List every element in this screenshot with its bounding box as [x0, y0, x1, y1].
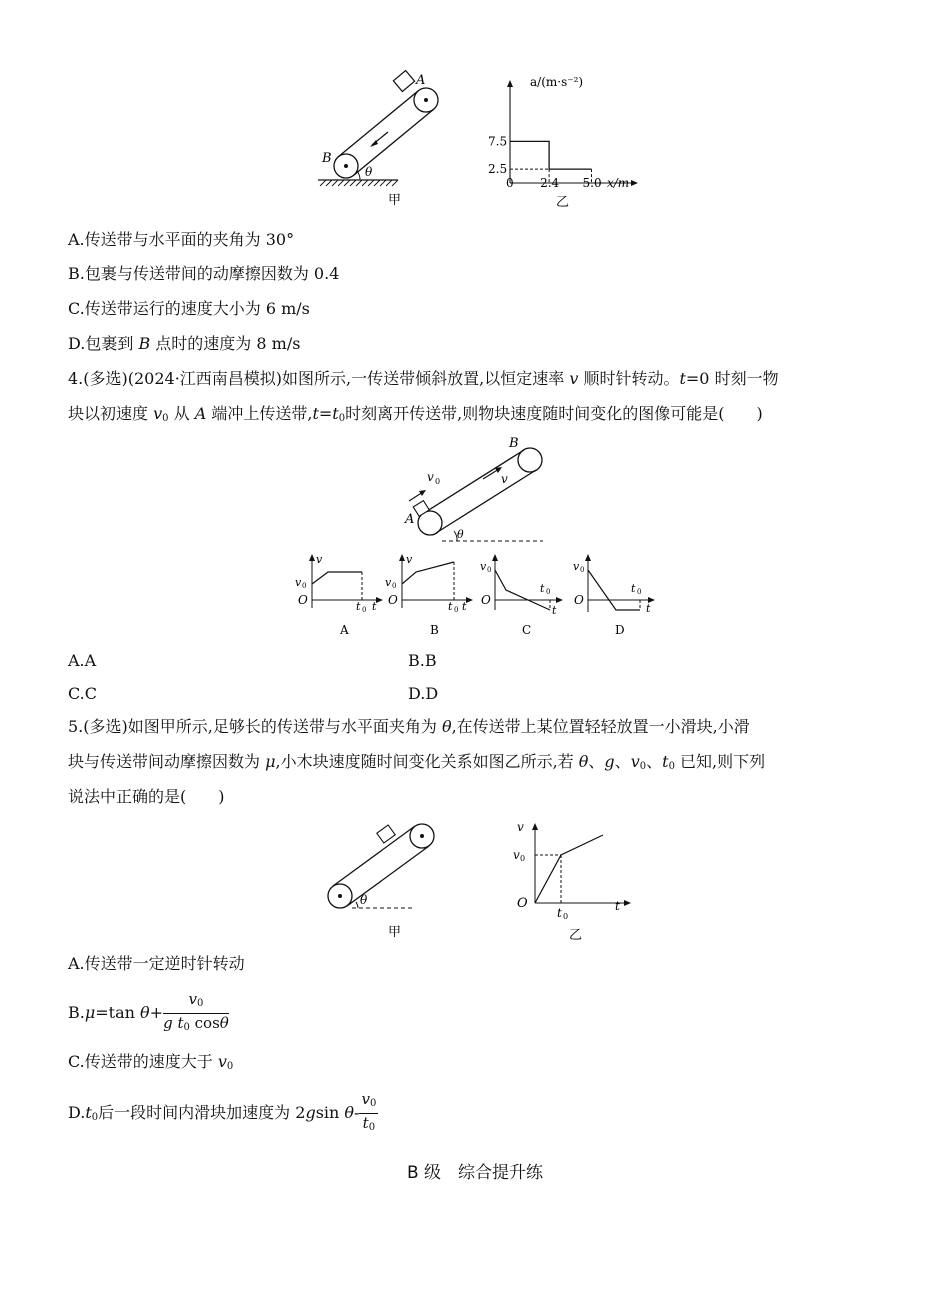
svg-text:甲: 甲: [388, 925, 402, 940]
svg-text:v: v: [480, 560, 487, 573]
chart-xlabel: x/m: [607, 176, 630, 190]
q4-stem-line2: 块以初速度 $v_0$ 从 A 端冲上传送带$,t=t_0$时刻离开传送带,则物块速度随时间变化的图像可能是( ): [68, 404, 763, 424]
q5-option-a: A.传送带一定逆时针转动: [68, 954, 245, 973]
svg-text:t: t: [448, 600, 453, 613]
svg-text:0: 0: [302, 582, 307, 590]
figure-q4-conveyor: [395, 435, 550, 547]
svg-text:A: A: [340, 623, 349, 637]
acceleration-chart: [480, 70, 650, 215]
q4-stem-line1: 4.(多选)(2024·江西南昌模拟)如图所示,一传送带倾斜放置,以恒定速率 v 顺时针转动。t=0 时刻一物: [68, 369, 779, 388]
q5-option-b: B.μ=tan θ+ $\frac{v_0}{g t_0 \cos\theta}$: [68, 990, 229, 1033]
x-tick-label: 5.0: [582, 176, 602, 190]
svg-text:0: 0: [580, 566, 585, 574]
svg-text:C: C: [522, 623, 532, 637]
point-a-label: A: [416, 73, 426, 88]
svg-text:θ: θ: [360, 893, 368, 907]
svg-text:D: D: [615, 623, 625, 637]
q4-option-c: C.C: [68, 684, 97, 703]
svg-text:0: 0: [454, 606, 459, 614]
svg-text:t: t: [462, 600, 467, 613]
svg-text:乙: 乙: [569, 928, 583, 943]
q5-option-c: C.传送带的速度大于 $v_0$: [68, 1052, 234, 1072]
svg-text:θ: θ: [457, 528, 464, 541]
svg-text:0: 0: [362, 606, 367, 614]
svg-text:t: t: [631, 582, 636, 595]
graph-d: [573, 554, 655, 637]
svg-text:A: A: [405, 512, 415, 527]
q4-option-a: A.A: [68, 651, 97, 670]
figure-q5-jia: [318, 818, 448, 942]
figure-q5-yi: [505, 815, 640, 945]
svg-text:v: v: [316, 553, 323, 566]
q4-option-b: B.B: [408, 651, 437, 670]
graph-c: [480, 554, 563, 637]
svg-text:0: 0: [546, 588, 551, 596]
q5-option-d: $D.t_0$后一段时间内滑块加速度为 2gsin θ- $\frac{v_0}{t_0}$: [68, 1090, 377, 1133]
svg-text:v: v: [385, 576, 392, 589]
svg-text:O: O: [481, 593, 491, 607]
caption-yi: 乙: [556, 195, 570, 210]
series-line-a: [510, 141, 592, 169]
section-heading: B 级 综合提升练: [406, 1163, 544, 1183]
y-tick-label: 2.5: [488, 162, 508, 177]
q5-stem-line3: 说法中正确的是( ): [68, 787, 225, 806]
graph-a: [295, 553, 383, 637]
svg-text:t: t: [646, 602, 651, 615]
q3-option-d: D.包裹到 B 点时的速度为 8 m/s: [68, 334, 301, 353]
svg-text:v: v: [517, 820, 524, 834]
svg-text:v: v: [573, 560, 580, 573]
point-b-label: B: [322, 151, 332, 166]
svg-text:0: 0: [392, 582, 397, 590]
svg-text:O: O: [517, 896, 528, 911]
theta-label: θ: [365, 165, 373, 179]
svg-text:v: v: [513, 848, 520, 862]
svg-text:t: t: [356, 600, 361, 613]
svg-text:v: v: [427, 470, 434, 484]
svg-text:0: 0: [435, 477, 441, 486]
x-tick-label: 2.4: [540, 176, 560, 190]
svg-text:0: 0: [637, 588, 642, 596]
svg-text:0: 0: [520, 854, 526, 863]
q5-stem-line2: 块与传送带间动摩擦因数为 μ,小木块速度随时间变化关系如图乙所示,若 θ、g、$v_0$、$t_0$ 已知,则下列: [68, 752, 766, 772]
q4-option-d: D.D: [408, 684, 439, 703]
q3-option-c: C.传送带运行的速度大小为 6 m/s: [68, 299, 310, 318]
figure-conveyor-jia: [310, 70, 450, 210]
q4-graph-options: [290, 548, 670, 640]
q3-option-a: A.传送带与水平面的夹角为 30°: [68, 230, 295, 249]
caption-jia: 甲: [388, 193, 402, 208]
graph-b: [385, 553, 473, 637]
svg-text:B: B: [509, 436, 519, 451]
svg-text:v: v: [501, 472, 508, 486]
x-tick-label: 0: [506, 176, 514, 190]
y-tick-label: 7.5: [488, 134, 508, 149]
svg-text:t: t: [615, 899, 620, 913]
q5-stem-line1: 5.(多选)如图甲所示,足够长的传送带与水平面夹角为 θ,在传送带上某位置轻轻放置一小滑块,小滑: [68, 717, 750, 736]
q3-option-b: B.包裹与传送带间的动摩擦因数为 0.4: [68, 264, 340, 283]
chart-ylabel: a/(m·s⁻²): [530, 75, 584, 89]
svg-text:B: B: [430, 623, 439, 637]
svg-text:t: t: [557, 906, 562, 920]
svg-text:t: t: [372, 600, 377, 613]
svg-text:t: t: [540, 582, 545, 595]
svg-text:0: 0: [563, 912, 569, 921]
svg-text:v: v: [295, 576, 302, 589]
svg-text:O: O: [388, 593, 398, 607]
svg-text:t: t: [552, 604, 557, 617]
svg-text:v: v: [406, 553, 413, 566]
svg-text:O: O: [298, 593, 308, 607]
svg-text:O: O: [574, 593, 584, 607]
svg-text:0: 0: [487, 566, 492, 574]
